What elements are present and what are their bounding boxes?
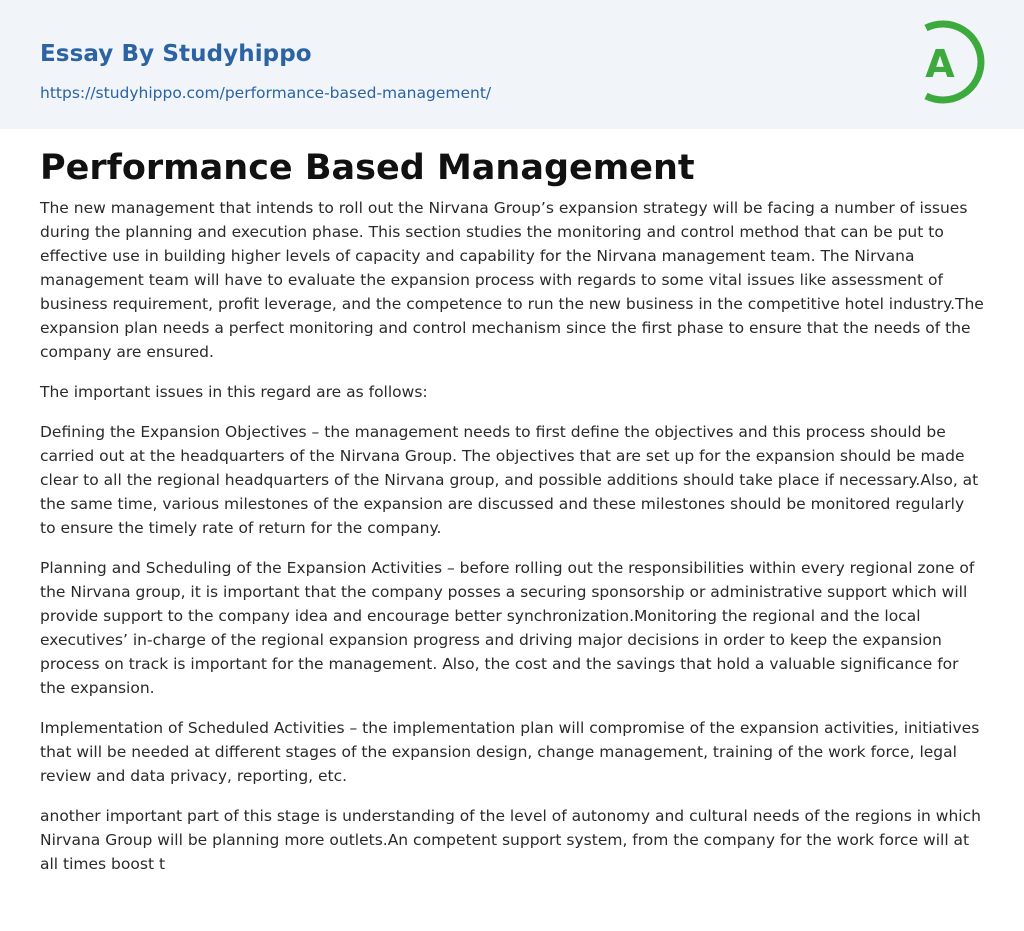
article-paragraph: another important part of this stage is understanding of the level of autonomy and cultural needs of the regions in which Nirvana Group will be planning more outlets.An competent support system, from the company for the work force will at all times boost t (40, 807, 981, 873)
logo-icon[interactable] (906, 18, 988, 108)
article (40, 146, 984, 892)
article-paragraph: The important issues in this regard are as follows: (40, 383, 428, 401)
article-url-link[interactable]: https://studyhippo.com/performance-based-management/ (40, 84, 492, 102)
article-paragraph: Implementation of Scheduled Activities – the implementation plan will compromise of the expansion activities, initiatives that will be needed at different stages of the expansion design, change management, training of the work force, legal review and data privacy, reporting, etc. (40, 719, 980, 785)
site-header (0, 0, 1024, 129)
article-paragraph: Defining the Expansion Objectives – the management needs to first define the objectives and this process should be carried out at the headquarters of the Nirvana Group. The objectives that are set up for the expansion should be made clear to all the regional headquarters of the Nirvana group, and possible additions should take place if necessary.Also, at the same time, various milestones of the expansion are discussed and these milestones should be monitored regularly to ensure the timely rate of return for the company. (40, 423, 979, 537)
article-paragraph: The new management that intends to roll out the Nirvana Group’s expansion strategy will be facing a number of issues during the planning and execution phase. This section studies the monitoring and control method that can be put to effective use in building higher levels of capacity and capability for the Nirvana management team. The Nirvana management team will have to evaluate the expansion process with regards to some vital issues like assessment of business requirement, profit leverage, and the competence to run the new business in the competitive hotel industry.The expansion plan needs a perfect monitoring and control mechanism since the first phase to ensure that the needs of the company are ensured. (40, 199, 984, 361)
brand-title[interactable]: Essay By Studyhippo (40, 41, 312, 67)
page-title: Performance Based Management (40, 148, 695, 188)
logo-letter: A (925, 42, 955, 86)
article-paragraph: Planning and Scheduling of the Expansion Activities – before rolling out the responsibilities within every regional zone of the Nirvana group, it is important that the company posses a securing sponsorship or administrative support which will provide support to the company idea and encourage better synchronization.Monitoring the regional and the local executives’ in-charge of the regional expansion progress and driving major decisions in order to keep the expansion process on track is important for the management. Also, the cost and the savings that hold a valuable significance for the expansion. (40, 559, 975, 697)
